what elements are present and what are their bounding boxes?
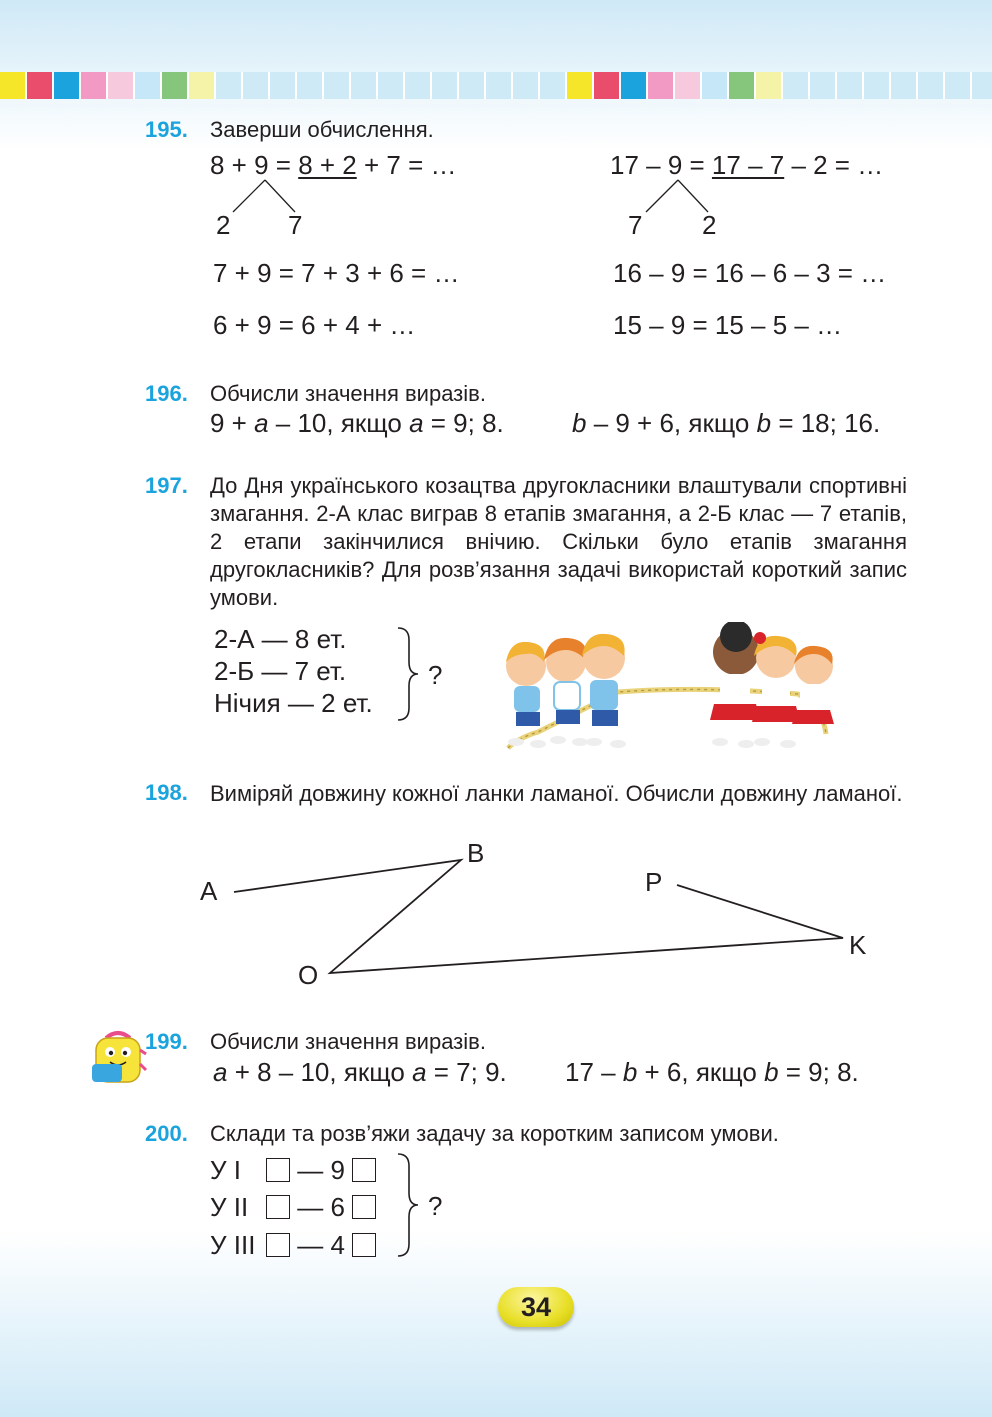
strip-cell bbox=[918, 72, 945, 99]
t195-a1-underlined: 8 + 2 bbox=[298, 150, 357, 180]
t199-e2-a: 17 – bbox=[565, 1057, 623, 1087]
t200-row-1 bbox=[210, 1155, 376, 1186]
t195-b1-underlined: 17 – 7 bbox=[711, 150, 785, 180]
task-195-title: Заверши обчислення. bbox=[210, 117, 434, 142]
task-196-title: Обчисли значення виразів. bbox=[210, 381, 486, 406]
t197-brace bbox=[396, 626, 422, 722]
t195-a1-start: 8 + 9 = bbox=[210, 150, 299, 180]
t195-expr-b2: 16 – 9 = 16 – 6 – 3 = … bbox=[613, 258, 887, 288]
t199-e2-c: = 9; 8. bbox=[778, 1057, 859, 1087]
broken-lines-figure bbox=[0, 830, 992, 1000]
t196-e1-a: 9 + bbox=[210, 408, 255, 438]
t199-e1-var: a bbox=[213, 1057, 228, 1087]
task-199-title: Обчисли значення виразів. bbox=[210, 1029, 486, 1054]
t195-expr-a2: 7 + 9 = 7 + 3 + 6 = … bbox=[213, 258, 460, 288]
t195-expr-b1 bbox=[610, 150, 883, 181]
t200-row-3-box-b[interactable] bbox=[352, 1233, 376, 1257]
strip-cell bbox=[0, 72, 27, 99]
polyline-aboks-segment bbox=[234, 860, 843, 973]
t196-e2-var2: b bbox=[756, 408, 772, 438]
strip-cell bbox=[297, 72, 324, 99]
t196-e2-var: b bbox=[572, 408, 587, 438]
header-color-strip bbox=[0, 72, 992, 99]
t199-expr-2 bbox=[565, 1057, 859, 1088]
strip-cell bbox=[432, 72, 459, 99]
task-number-199: 199. bbox=[145, 1029, 188, 1054]
t199-e2-var2: b bbox=[764, 1057, 779, 1087]
strip-cell bbox=[270, 72, 297, 99]
strip-cell bbox=[405, 72, 432, 99]
strip-cell bbox=[783, 72, 810, 99]
t200-row-3-value: — 4 bbox=[297, 1230, 345, 1260]
t199-e1-var2: a bbox=[412, 1057, 427, 1087]
t196-e1-b: – 10, якщо bbox=[268, 408, 410, 438]
t200-row-1-value: — 9 bbox=[297, 1155, 345, 1185]
t200-row-2-box-a[interactable] bbox=[266, 1195, 290, 1219]
t199-e2-var: b bbox=[622, 1057, 638, 1087]
strip-cell bbox=[540, 72, 567, 99]
t200-row-3-label: У ІІІ bbox=[210, 1230, 256, 1260]
strip-cell bbox=[81, 72, 108, 99]
t200-row-2 bbox=[210, 1192, 376, 1223]
t200-row-2-label: У ІІ bbox=[210, 1192, 249, 1222]
t196-e1-var2: a bbox=[409, 408, 424, 438]
point-label-p: P bbox=[645, 867, 663, 897]
point-label-o: O bbox=[298, 960, 319, 990]
strip-cell bbox=[243, 72, 270, 99]
strip-cell bbox=[351, 72, 378, 99]
task-number-195: 195. bbox=[145, 117, 188, 142]
t195-split-b-left: 7 bbox=[628, 210, 643, 240]
t195-b1-rest: – 2 = … bbox=[784, 150, 884, 180]
t195-split-a-left: 2 bbox=[216, 210, 231, 240]
strip-cell bbox=[108, 72, 135, 99]
strip-cell bbox=[216, 72, 243, 99]
t195-expr-a3: 6 + 9 = 6 + 4 + … bbox=[213, 310, 416, 340]
strip-cell bbox=[702, 72, 729, 99]
strip-cell bbox=[324, 72, 351, 99]
strip-cell bbox=[891, 72, 918, 99]
t195-split-lines-a bbox=[225, 178, 305, 214]
point-label-b: B bbox=[467, 838, 485, 868]
strip-cell bbox=[27, 72, 54, 99]
strip-cell bbox=[810, 72, 837, 99]
t200-row-2-value: — 6 bbox=[297, 1192, 345, 1222]
backpack-icon bbox=[88, 1030, 148, 1086]
strip-cell bbox=[621, 72, 648, 99]
t195-split-a-right: 7 bbox=[288, 210, 303, 240]
strip-cell bbox=[513, 72, 540, 99]
t196-e2-a: – 9 + 6, якщо bbox=[586, 408, 757, 438]
t195-expr-b3: 15 – 9 = 15 – 5 – … bbox=[613, 310, 843, 340]
strip-cell bbox=[864, 72, 891, 99]
t196-e1-c: = 9; 8. bbox=[423, 408, 504, 438]
t197-row-2: 2-Б — 7 ет. bbox=[214, 656, 347, 686]
strip-cell bbox=[729, 72, 756, 99]
strip-cell bbox=[648, 72, 675, 99]
t195-a1-rest: + 7 = … bbox=[356, 150, 457, 180]
task-198-text: Виміряй довжину кожної ланки ламаної. Обчисли довжину ламаної. bbox=[210, 781, 903, 806]
t200-brace bbox=[396, 1152, 422, 1258]
strip-cell bbox=[189, 72, 216, 99]
t200-row-1-box-a[interactable] bbox=[266, 1158, 290, 1182]
t200-question: ? bbox=[428, 1191, 443, 1221]
strip-cell bbox=[486, 72, 513, 99]
tug-of-war-illustration bbox=[498, 622, 838, 756]
strip-cell bbox=[378, 72, 405, 99]
strip-cell bbox=[594, 72, 621, 99]
page-number-badge: 34 bbox=[498, 1287, 574, 1327]
strip-cell bbox=[567, 72, 594, 99]
strip-cell bbox=[756, 72, 783, 99]
point-label-a: A bbox=[200, 876, 218, 906]
t195-b1-start: 17 – 9 = bbox=[610, 150, 712, 180]
strip-cell bbox=[972, 72, 992, 99]
t200-row-3 bbox=[210, 1230, 376, 1261]
t199-e1-a: + 8 – 10, якщо bbox=[227, 1057, 413, 1087]
task-200-title: Склади та розв’яжи задачу за коротким записом умови. bbox=[210, 1121, 779, 1146]
t195-split-lines-b bbox=[640, 178, 720, 214]
t197-row-3: Нічия — 2 ет. bbox=[214, 688, 373, 718]
t197-row-1: 2-А — 8 ет. bbox=[214, 624, 347, 654]
t196-expr-2 bbox=[572, 408, 880, 439]
strip-cell bbox=[54, 72, 81, 99]
t200-row-2-box-b[interactable] bbox=[352, 1195, 376, 1219]
t200-row-1-box-b[interactable] bbox=[352, 1158, 376, 1182]
strip-cell bbox=[135, 72, 162, 99]
task-number-197: 197. bbox=[145, 473, 188, 498]
strip-cell bbox=[459, 72, 486, 99]
t199-e1-b: = 7; 9. bbox=[426, 1057, 507, 1087]
t196-e2-b: = 18; 16. bbox=[771, 408, 881, 438]
task-number-198: 198. bbox=[145, 780, 188, 805]
t200-row-1-label: У І bbox=[210, 1155, 241, 1185]
point-label-k: K bbox=[849, 930, 867, 960]
t197-question: ? bbox=[428, 660, 443, 690]
t195-split-b-right: 2 bbox=[702, 210, 717, 240]
strip-cell bbox=[162, 72, 189, 99]
strip-cell bbox=[945, 72, 972, 99]
t196-expr-1 bbox=[210, 408, 504, 439]
task-number-200: 200. bbox=[145, 1121, 188, 1146]
task-197-text: До Дня українського козацтва другокласники влаштували спортивні змагання. 2-А клас виграв 8 етапів змагання, а 2-Б клас — 7 етапів, 2 етапи закінчилися внічию. Скільки було етапів змагання другокласників? Для розв’язання задачі використай короткий запис умови. bbox=[210, 473, 907, 610]
strip-cell bbox=[675, 72, 702, 99]
t199-expr-1 bbox=[213, 1057, 507, 1088]
strip-cell bbox=[837, 72, 864, 99]
t195-expr-a1 bbox=[210, 150, 456, 181]
t200-row-3-box-a[interactable] bbox=[266, 1233, 290, 1257]
t199-e2-b: + 6, якщо bbox=[637, 1057, 765, 1087]
task-number-196: 196. bbox=[145, 381, 188, 406]
t196-e1-var: a bbox=[254, 408, 269, 438]
